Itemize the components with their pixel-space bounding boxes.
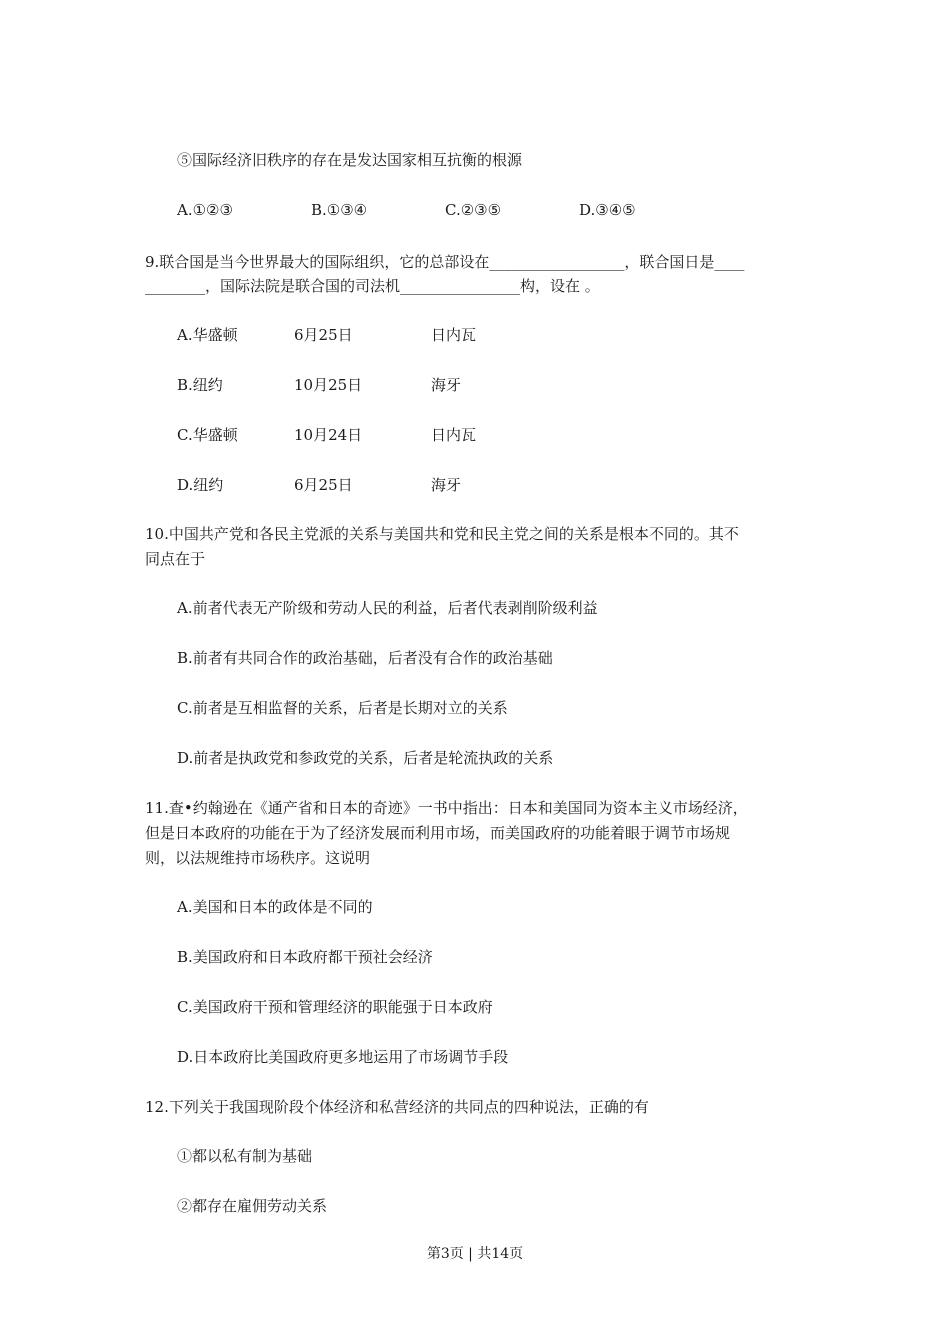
q11-stem-line-2: 但是日本政府的功能在于为了经济发展而利用市场，而美国政府的功能着眼于调节市场规: [145, 824, 731, 842]
q10-stem-line-2: 同点在于: [145, 550, 206, 568]
option-date: 6月25日: [294, 476, 353, 494]
q10-option-b: B.前者有共同合作的政治基础，后者没有合作的政治基础: [177, 649, 553, 667]
q8-option-d: D.③④⑤: [579, 201, 636, 219]
page-footer: 第3页 | 共14页: [426, 1246, 524, 1262]
q9-stem-line-1: 9.联合国是当今世界最大的国际组织，它的总部设在__________________，联合国日是____: [145, 253, 745, 271]
q11-option-d: D.日本政府比美国政府更多地运用了市场调节手段: [177, 1048, 509, 1066]
q11-stem-line-1: 11.查•约翰逊在《通产省和日本的奇迹》一书中指出：日本和美国同为资本主义市场经济，: [145, 799, 748, 817]
option-letter: C.华盛顿: [177, 426, 238, 444]
q11-option-b: B.美国政府和日本政府都干预社会经济: [177, 948, 433, 966]
option-letter: A.华盛顿: [177, 326, 238, 344]
q8-option-c: C.②③⑤: [445, 201, 502, 219]
option-place: 海牙: [431, 376, 462, 394]
q8-option-b: B.①③④: [311, 201, 368, 219]
q12-stem-line-1: 12.下列关于我国现阶段个体经济和私营经济的共同点的四种说法，正确的有: [145, 1098, 649, 1116]
option-date: 6月25日: [294, 326, 353, 344]
option-date: 10月24日: [294, 426, 363, 444]
q10-stem-line-1: 10.中国共产党和各民主党派的关系与美国共和党和民主党之间的关系是根本不同的。其不: [145, 525, 739, 543]
q8-item-5: ⑤国际经济旧秩序的存在是发达国家相互抗衡的根源: [177, 151, 523, 169]
option-letter: B.纽约: [177, 376, 223, 394]
option-place: 日内瓦: [431, 326, 477, 344]
q10-option-a: A.前者代表无产阶级和劳动人民的利益，后者代表剥削阶级利益: [177, 599, 598, 617]
q8-option-a: A.①②③: [177, 201, 233, 219]
q10-option-d: D.前者是执政党和参政党的关系，后者是轮流执政的关系: [177, 749, 554, 767]
q10-option-c: C.前者是互相监督的关系，后者是长期对立的关系: [177, 699, 508, 717]
option-place: 日内瓦: [431, 426, 477, 444]
q12-item-2: ②都存在雇佣劳动关系: [177, 1197, 328, 1215]
option-place: 海牙: [431, 476, 462, 494]
q9-stem-line-2: ________，国际法院是联合国的司法机________________构，设在 。: [145, 277, 600, 295]
q11-option-c: C.美国政府干预和管理经济的职能强于日本政府: [177, 998, 493, 1016]
q11-stem-line-3: 则，以法规维持市场秩序。这说明: [145, 849, 371, 867]
option-letter: D.纽约: [177, 476, 224, 494]
option-date: 10月25日: [294, 376, 363, 394]
q12-item-1: ①都以私有制为基础: [177, 1147, 313, 1165]
q11-option-a: A.美国和日本的政体是不同的: [177, 898, 373, 916]
